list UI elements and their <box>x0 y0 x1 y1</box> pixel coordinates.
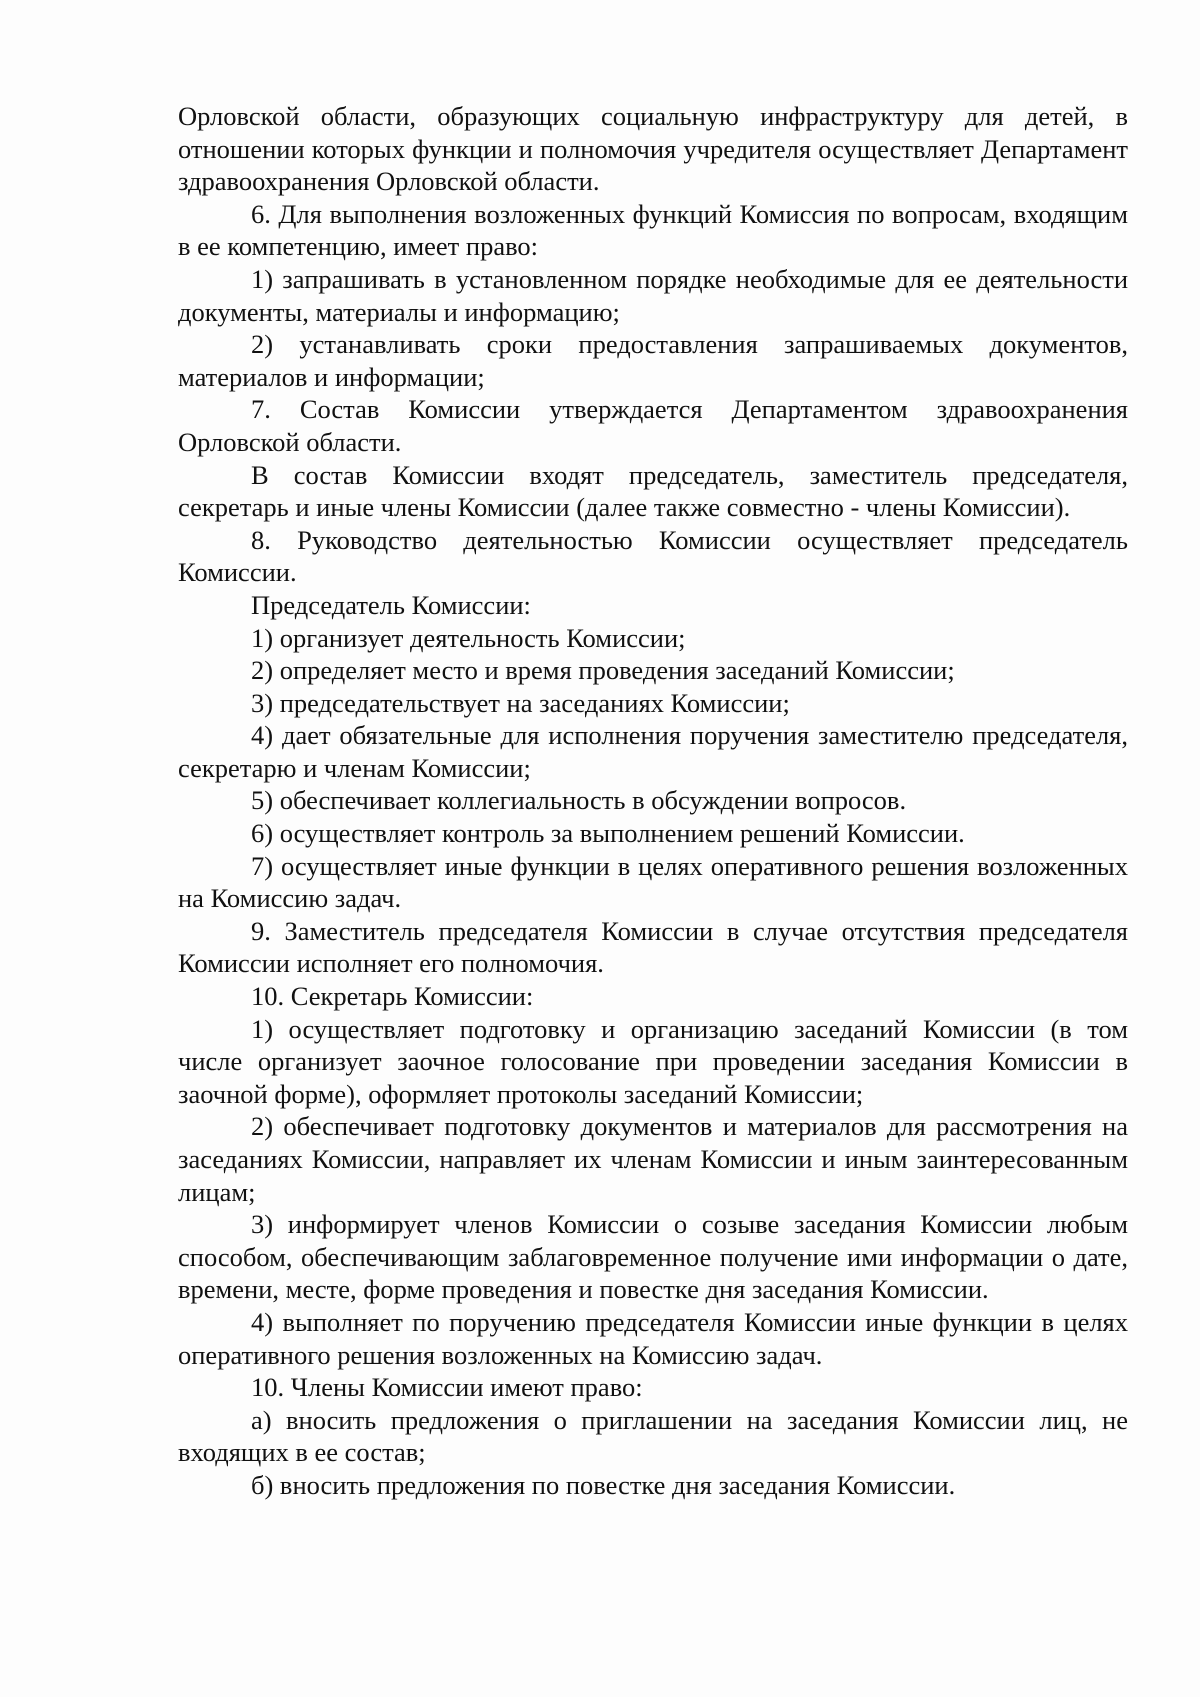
paragraph-8-item-3: 3) председательствует на заседаниях Комиссии; <box>251 687 790 718</box>
paragraph-10-members-item-b: б) вносить предложения по повестке дня заседания Комиссии. <box>251 1469 956 1500</box>
paragraph-10-secretary-heading: 10. Секретарь Комиссии: <box>251 981 534 1012</box>
paragraph-8-item-6: 6) осуществляет контроль за выполнением решений Комиссии. <box>251 818 965 849</box>
document-body <box>178 100 1128 1502</box>
paragraph-6-item-1: 1) запрашивать в установленном порядке необходимые для ее деятельности документы, материалы и информацию; <box>178 263 1128 327</box>
paragraph-8: 8. Руководство деятельностью Комиссии осуществляет председатель Комиссии. <box>178 524 1128 588</box>
paragraph-6: 6. Для выполнения возложенных функций Комиссия по вопросам, входящим в ее компетенцию, имеет право: <box>178 198 1128 262</box>
paragraph-10-members-item-a: а) вносить предложения о приглашении на заседания Комиссии лиц, не входящих в ее состав; <box>178 1404 1128 1468</box>
paragraph-8-item-5: 5) обеспечивает коллегиальность в обсуждении вопросов. <box>251 785 907 816</box>
paragraph-9: 9. Заместитель председателя Комиссии в случае отсутствия председателя Комиссии исполняет его полномочия. <box>178 915 1128 979</box>
paragraph-8-item-2: 2) определяет место и время проведения заседаний Комиссии; <box>251 655 955 686</box>
paragraph-10-item-2: 2) обеспечивает подготовку документов и материалов для рассмотрения на заседаниях Комиссии, направляет их членам Комиссии и иным заинтересованным лицам; <box>178 1111 1128 1207</box>
paragraph-8-chair-heading: Председатель Комиссии: <box>251 589 531 620</box>
paragraph-7: 7. Состав Комиссии утверждается Департаментом здравоохранения Орловской области. <box>178 394 1128 457</box>
paragraph-8-item-1: 1) организует деятельность Комиссии; <box>251 622 686 653</box>
paragraph-8-item-4: 4) дает обязательные для исполнения поручения заместителю председателя, секретарю и членам Комиссии; <box>178 720 1128 783</box>
paragraph-7-composition: В состав Комиссии входят председатель, заместитель председателя, секретарь и иные члены Комиссии (далее также совместно - члены Комиссии). <box>178 459 1128 523</box>
paragraph-10-item-1: 1) осуществляет подготовку и организацию заседаний Комиссии (в том числе организует заочное голосование при проведении заседания Комиссии в заочной форме), оформляет протоколы заседаний Комиссии; <box>178 1013 1128 1109</box>
paragraph-10-item-4: 4) выполняет по поручению председателя Комиссии иные функции в целях оперативного решения возложенных на Комиссию задач. <box>178 1306 1128 1370</box>
paragraph-8-item-7: 7) осуществляет иные функции в целях оперативного решения возложенных на Комиссию задач. <box>178 850 1128 914</box>
paragraph-6-item-2: 2) устанавливать сроки предоставления запрашиваемых документов, материалов и информации; <box>178 329 1128 392</box>
paragraph-10-item-3: 3) информирует членов Комиссии о созыве заседания Комиссии любым способом, обеспечивающим заблаговременное получение ими информации о дате, времени, месте, форме проведения и повестке дня заседания Комиссии. <box>178 1209 1128 1305</box>
paragraph-10-members-heading: 10. Члены Комиссии имеют право: <box>251 1372 643 1403</box>
paragraph-continuation: Орловской области, образующих социальную инфраструктуру для детей, в отношении которых функции и полномочия учредителя осуществляет Департамент здравоохранения Орловской области. <box>178 101 1128 197</box>
